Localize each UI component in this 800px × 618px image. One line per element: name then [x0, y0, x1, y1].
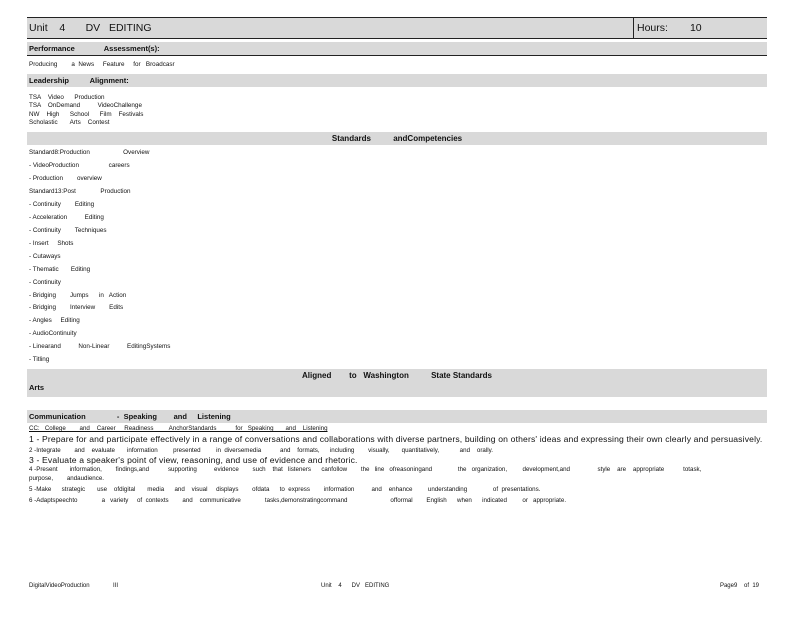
document-page — [27, 17, 767, 505]
leadership-item: TSA OnDemand VideoChallenge — [29, 102, 142, 110]
unit-header — [27, 17, 767, 39]
standards-item: - Bridging Interview Edits — [29, 304, 124, 312]
standards-item: - Angles Editing — [29, 317, 80, 325]
leadership-item: Scholastic Arts Contest — [29, 118, 110, 126]
page-footer — [29, 583, 759, 593]
leadership-list — [27, 94, 767, 127]
standard-item-1-text: 1 - Prepare for and participate effectively in a range of conversations and collaborations with diverse partners, building on others' ideas and expressing their own clearly and persuasively. — [29, 434, 763, 445]
standard-item-3: 3 - Evaluate a speaker's point of view, reasoning, and use of evidence and rhetoric. — [29, 454, 358, 465]
footer-level: III — [113, 583, 119, 589]
washington-standards-bar — [27, 369, 767, 397]
standards-item: - Continuity — [29, 278, 61, 286]
standards-list — [27, 147, 767, 367]
standards-item: - Cutaways — [29, 252, 61, 260]
standards-item: - VideoProduction careers — [29, 161, 130, 169]
standards-item: - Titling — [29, 356, 50, 364]
hours-value: 10 — [689, 22, 702, 34]
footer-page-number: Page9 of 19 — [719, 583, 759, 589]
washington-standards-title: Aligned to Washington State Standards — [302, 371, 492, 381]
standards-item: - Bridging Jumps in Action — [29, 291, 127, 299]
hours-cell — [633, 18, 767, 38]
standard-item-4: 4 -Present information, findings,and supporting evidence such that listeners canfollow the line ofreasoningand the organization, development,and style are appropriate totask, — [29, 466, 702, 474]
standard-item-4-continued: purpose, andaudience. — [29, 475, 104, 483]
unit-title: Unit 4 DV EDITING — [29, 22, 152, 34]
standards-item: - Linearand Non-Linear EditingSystems — [29, 343, 171, 351]
standards-item: Standard13:Post Production — [29, 187, 131, 195]
standards-item: - Continuity Editing — [29, 200, 95, 208]
cc-anchor-standards: CC: College and Career Readiness AnchorStandards for Speaking and Listening — [29, 425, 328, 433]
standard-item-5: 5 -Make strategic use ofdigital media and visual displays ofdata to express information and enhance understanding of presentations. — [29, 486, 541, 494]
washington-standards-subject: Arts — [29, 383, 45, 393]
communication-label: Communication - Speaking and Listening — [27, 410, 767, 423]
standard-item-6: 6 -Adaptspeechto a variety of contexts and communicative tasks,demonstratingcommand offormal English when indicated or appropriate. — [29, 497, 567, 505]
footer-unit: Unit 4 DV EDITING — [321, 583, 390, 589]
standards-item: - Production overview — [29, 174, 102, 182]
standards-item: - AudioContinuity — [29, 330, 77, 338]
standard-item-2: 2 -Integrate and evaluate information presented in diversemedia and formats, including visually, quantitatively, and orally. — [29, 446, 493, 454]
standards-item: - Acceleration Editing — [29, 213, 104, 221]
standards-item: - Thematic Editing — [29, 265, 91, 273]
leadership-alignment-label: Leadership Alignment: — [27, 74, 767, 87]
standards-header: Standards andCompetencies — [27, 132, 767, 145]
standards-item: Standard8:Production Overview — [29, 149, 150, 157]
standard-item-1 — [27, 434, 767, 445]
performance-assessment-text: Producing a News Feature for Broadcasr — [29, 61, 175, 68]
hours-label: Hours: — [637, 22, 668, 34]
footer-course: DigitalVideoProduction — [29, 583, 90, 589]
leadership-item: TSA Video Production — [29, 94, 105, 102]
standards-item: - Insert Shots — [29, 239, 74, 247]
leadership-item: NW High School Film Festivals — [29, 110, 144, 118]
performance-assessment-label: Performance Assessment(s): — [27, 42, 767, 56]
standards-item: - Continuity Techniques — [29, 226, 107, 234]
